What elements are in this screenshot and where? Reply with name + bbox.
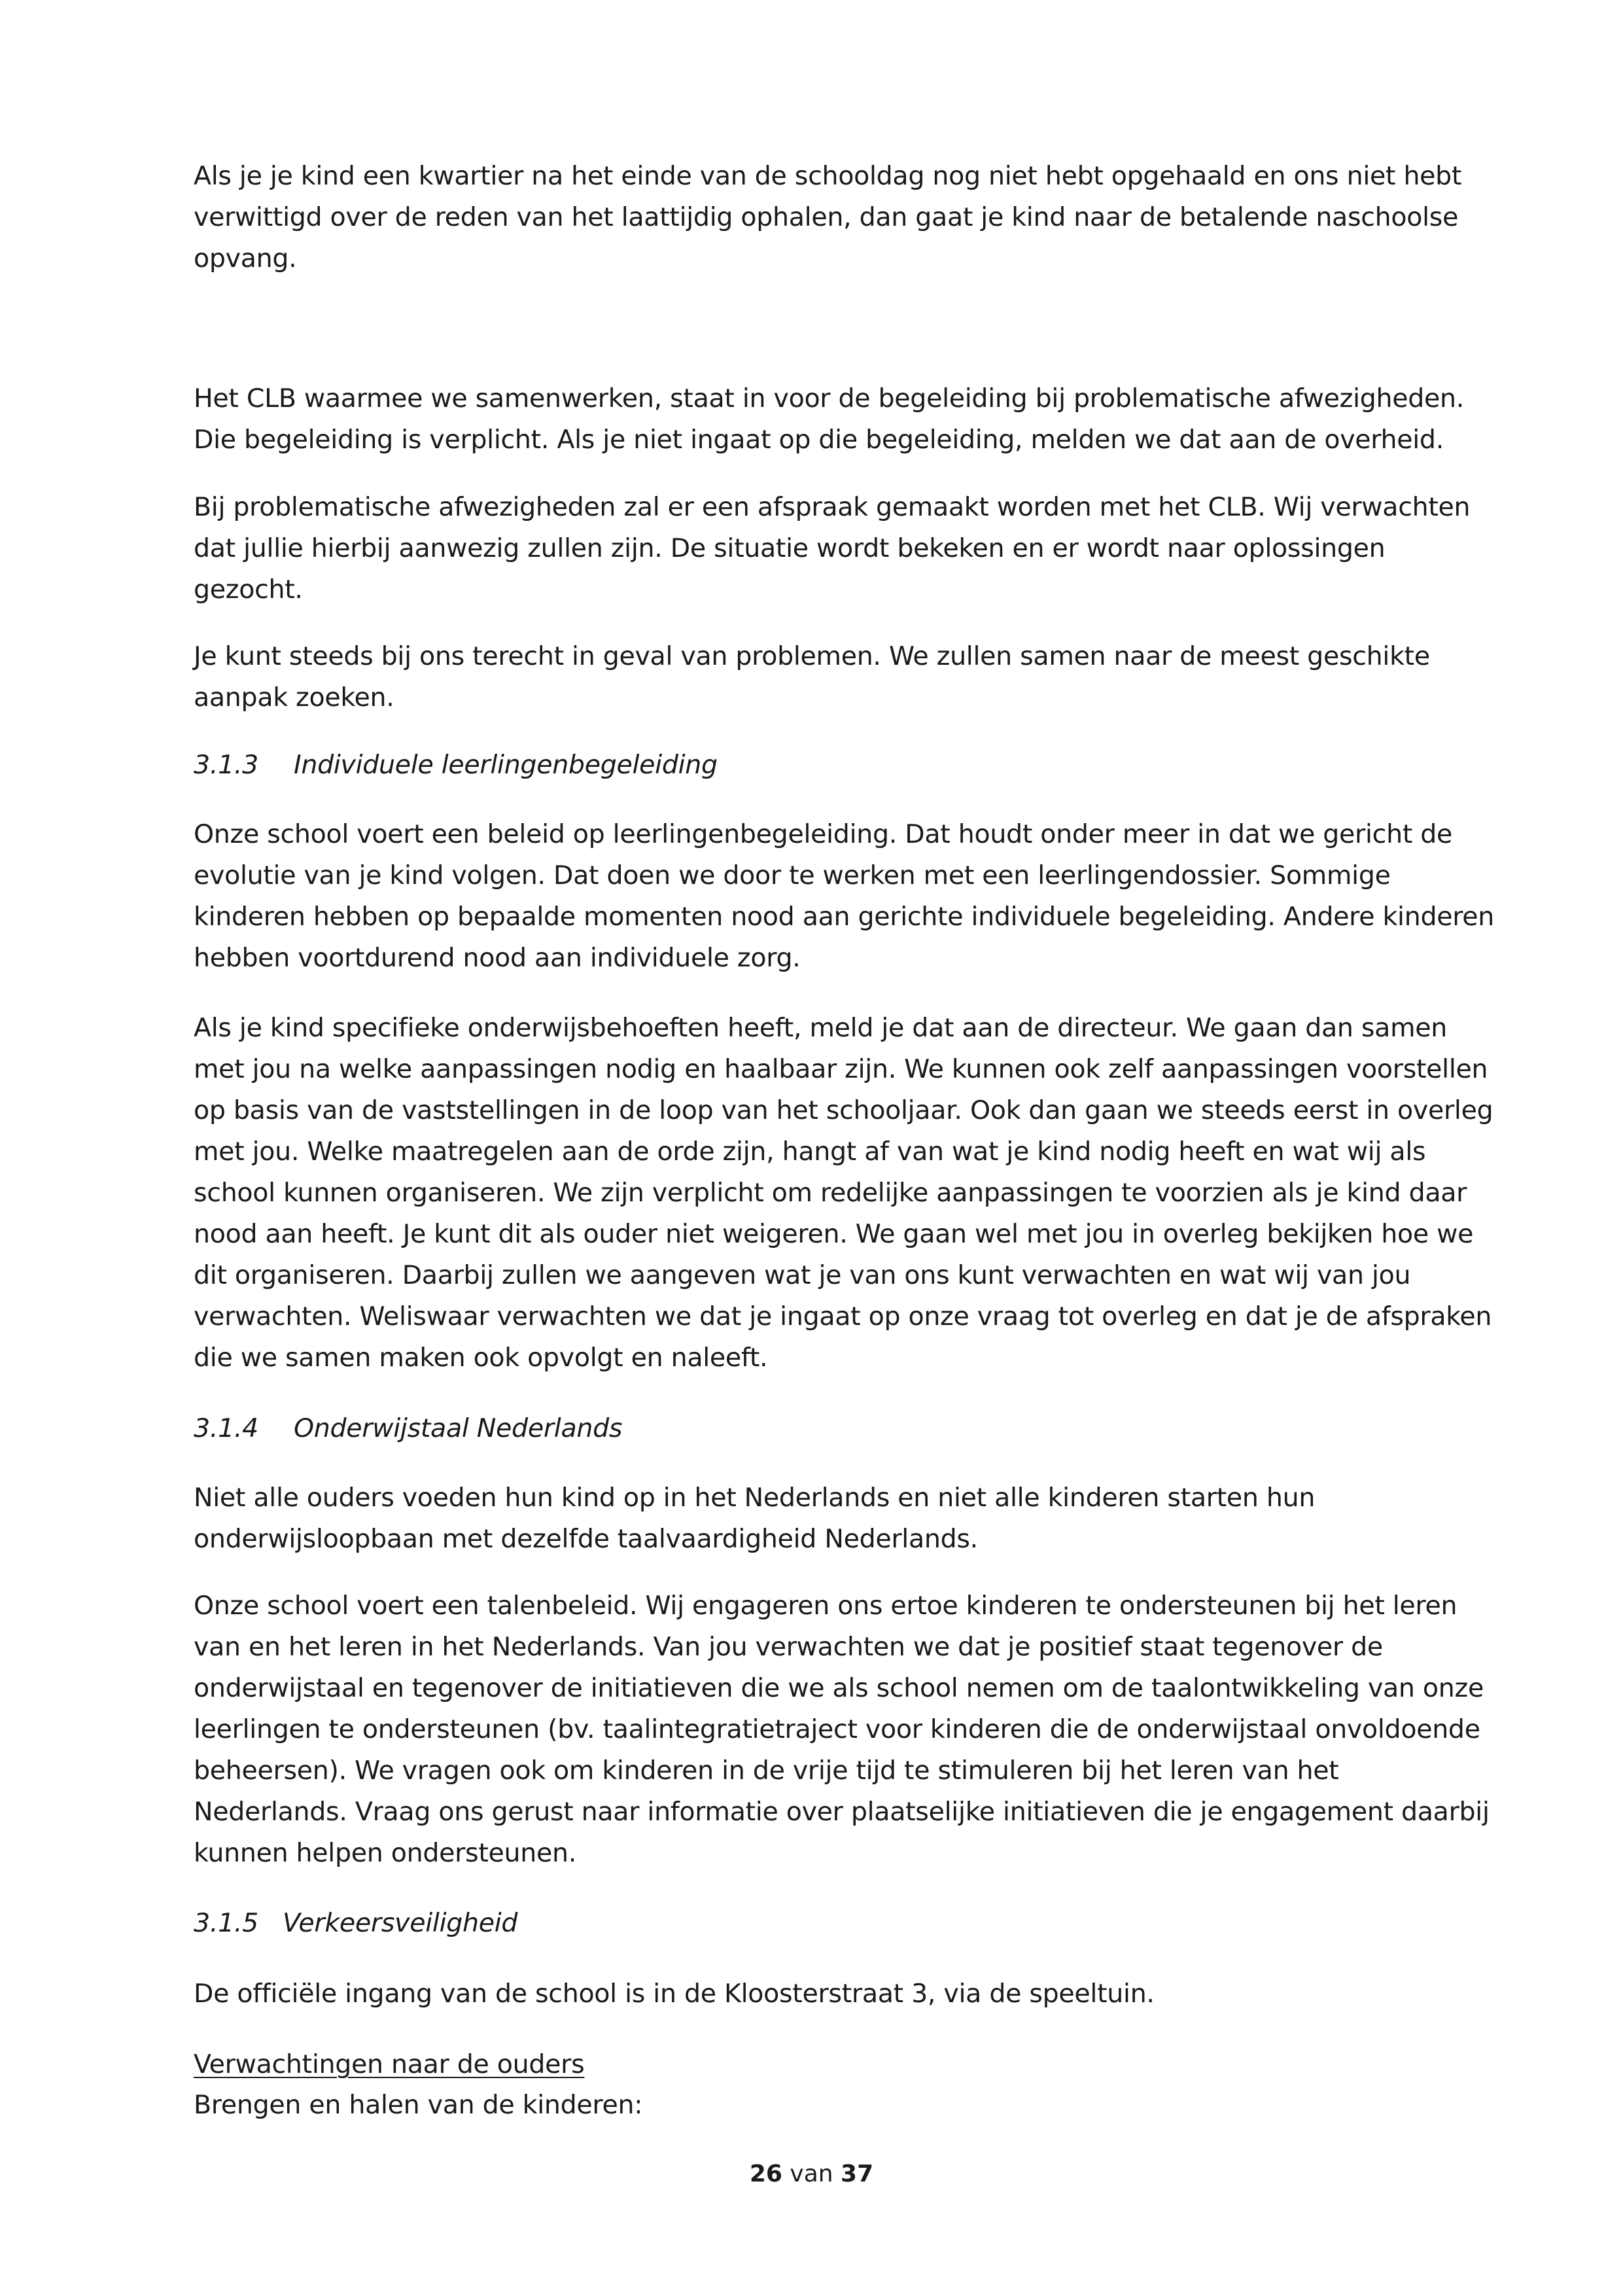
text-line: verwittigd over de reden van het laattijdig ophalen, dan gaat je kind naar de betalende naschoolse: [194, 202, 1459, 232]
text-line: onderwijstaal en tegenover de initiatieven die we als school nemen om de taalontwikkeling van onze: [194, 1673, 1484, 1703]
text-line: Bij problematische afwezigheden zal er een afspraak gemaakt worden met het CLB. Wij verwachten: [194, 492, 1471, 522]
section-heading-3-1-4: [194, 1408, 622, 1449]
section-number: 3.1.4: [194, 1413, 259, 1443]
text-line: leerlingen te ondersteunen (bv. taalintegratietraject voor kinderen die de onderwijstaal onvoldoende: [194, 1714, 1480, 1744]
current-page-number: 26: [749, 2161, 782, 2187]
text-line: evolutie van je kind volgen. Dat doen we door te werken met een leerlingendossier. Sommige: [194, 860, 1391, 891]
text-line: gezocht.: [194, 574, 303, 605]
paragraph-late-pickup: [194, 156, 1461, 279]
section-title: Onderwijstaal Nederlands: [294, 1413, 623, 1443]
text-line: verwachten. Weliswaar verwachten we dat je ingaat op onze vraag tot overleg en dat je de afspraken: [194, 1301, 1492, 1332]
text-line: Die begeleiding is verplicht. Als je niet ingaat op die begeleiding, melden we dat aan de overheid.: [194, 425, 1444, 455]
subheading-expectations-parents: Verwachtingen naar de ouders: [194, 2049, 585, 2079]
paragraph-problematic-absences: [194, 487, 1470, 610]
section-heading-3-1-5: [194, 1903, 517, 1944]
paragraph-specific-needs: [194, 1008, 1493, 1379]
paragraph-language-policy: [194, 1585, 1490, 1874]
text-line: dit organiseren. Daarbij zullen we aangeven wat je van ons kunt verwachten en wat wij van jou: [194, 1260, 1411, 1290]
section-heading-3-1-3: [194, 745, 718, 786]
text-line: kinderen hebben op bepaalde momenten nood aan gerichte individuele begeleiding. Andere kinderen: [194, 902, 1495, 932]
paragraph-student-guidance-policy: [194, 814, 1494, 979]
text-line: opvang.: [194, 243, 297, 274]
page-footer: [0, 2159, 1623, 2189]
paragraph-drop-off-pickup: [194, 2085, 642, 2126]
text-line: Als je kind specifieke onderwijsbehoeften heeft, meld je dat aan de directeur. We gaan dan samen: [194, 1013, 1447, 1043]
text-line: die we samen maken ook opvolgt en naleeft.: [194, 1343, 768, 1373]
text-line: met jou na welke aanpassingen nodig en haalbaar zijn. We kunnen ook zelf aanpassingen voorstellen: [194, 1054, 1488, 1084]
text-line: op basis van de vaststellingen in de loop van het schooljaar. Ook dan gaan we steeds eerst in overleg: [194, 1095, 1493, 1125]
text-line: Onze school voert een beleid op leerlingenbegeleiding. Dat houdt onder meer in dat we gericht de: [194, 819, 1453, 849]
text-line: Brengen en halen van de kinderen:: [194, 2090, 643, 2120]
page-separator: van: [790, 2161, 833, 2187]
paragraph-home-language: [194, 1477, 1315, 1560]
text-line: met jou. Welke maatregelen aan de orde zijn, hangt af van wat je kind nodig heeft en wat wij als: [194, 1137, 1426, 1167]
text-line: kunnen helpen ondersteunen.: [194, 1838, 576, 1868]
paragraph-official-entrance: [194, 1973, 1155, 2015]
text-line: nood aan heeft. Je kunt dit als ouder niet weigeren. We gaan wel met jou in overleg bekijken hoe we: [194, 1219, 1474, 1249]
total-page-count: 37: [841, 2161, 874, 2187]
text-line: aanpak zoeken.: [194, 682, 394, 713]
section-title: Individuele leerlingenbegeleiding: [294, 750, 718, 780]
text-line: onderwijsloopbaan met dezelfde taalvaardigheid Nederlands.: [194, 1524, 978, 1554]
paragraph-clb-guidance: [194, 378, 1464, 461]
text-line: Niet alle ouders voeden hun kind op in het Nederlands en niet alle kinderen starten hun: [194, 1483, 1316, 1513]
section-title: Verkeersveiligheid: [283, 1908, 518, 1938]
text-line: hebben voortdurend nood aan individuele zorg.: [194, 943, 801, 973]
text-line: beheersen). We vragen ook om kinderen in de vrije tijd te stimuleren bij het leren van het: [194, 1756, 1339, 1786]
text-line: Het CLB waarmee we samenwerken, staat in voor de begeleiding bij problematische afwezigheden.: [194, 383, 1465, 414]
text-line: De officiële ingang van de school is in de Kloosterstraat 3, via de speeltuin.: [194, 1979, 1155, 2009]
section-number: 3.1.5: [194, 1908, 259, 1938]
text-line: Nederlands. Vraag ons gerust naar informatie over plaatselijke initiatieven die je engagement daarbij: [194, 1797, 1490, 1827]
section-number: 3.1.3: [194, 750, 259, 780]
text-line: Onze school voert een talenbeleid. Wij engageren ons ertoe kinderen te ondersteunen bij het leren: [194, 1591, 1457, 1621]
text-line: school kunnen organiseren. We zijn verplicht om redelijke aanpassingen te voorzien als je kind daar: [194, 1178, 1467, 1208]
text-line: dat jullie hierbij aanwezig zullen zijn. De situatie wordt bekeken en er wordt naar oplossingen: [194, 533, 1386, 563]
text-line: Als je je kind een kwartier na het einde van de schooldag nog niet hebt opgehaald en ons niet hebt: [194, 161, 1462, 191]
text-line: van en het leren in het Nederlands. Van jou verwachten we dat je positief staat tegenover de: [194, 1632, 1383, 1662]
text-line: Je kunt steeds bij ons terecht in geval van problemen. We zullen samen naar de meest geschikte: [194, 641, 1430, 671]
paragraph-contact-problems: [194, 636, 1430, 718]
